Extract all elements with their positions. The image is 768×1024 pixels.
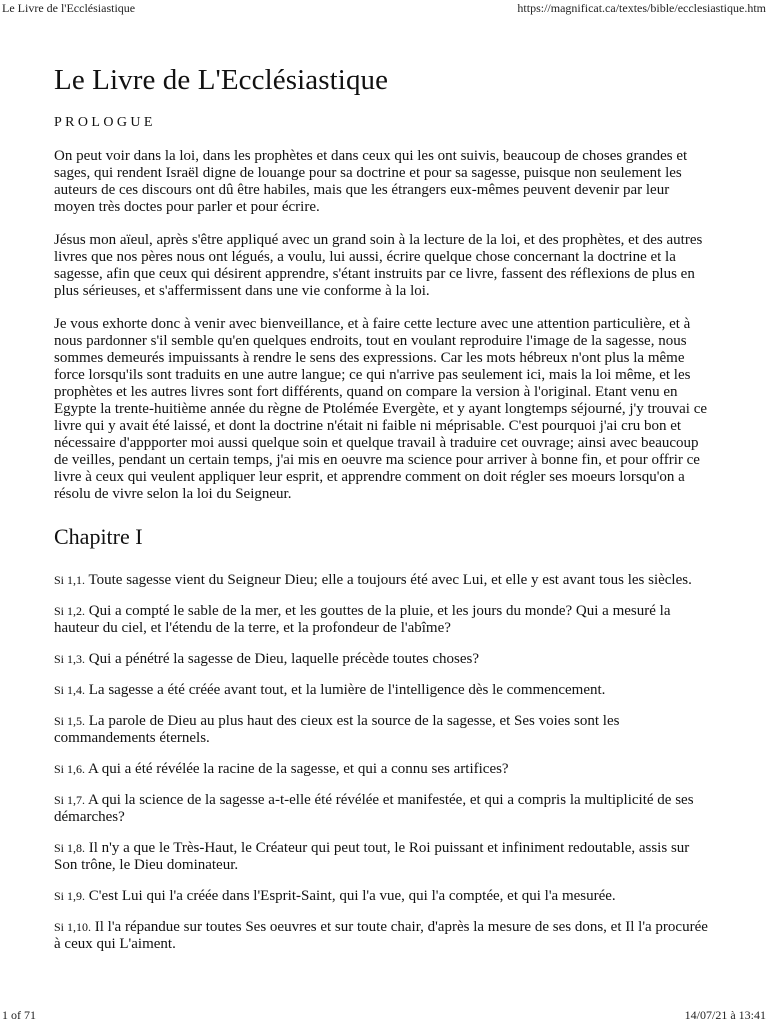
- verse-ref: Si 1,3.: [54, 652, 86, 666]
- verse-text: A qui la science de la sagesse a-t-elle été révélée et manifestée, et qui a compris la multiplicité de ses démarches?: [54, 792, 694, 825]
- verse: [54, 651, 710, 668]
- document-content: [54, 62, 710, 967]
- verse: [54, 888, 710, 905]
- print-datetime: 14/07/21 à 13:41: [684, 1008, 766, 1022]
- verse-ref: Si 1,4.: [54, 683, 86, 697]
- verse: [54, 840, 710, 874]
- verse-ref: Si 1,2.: [54, 604, 86, 618]
- verse: [54, 792, 710, 826]
- verse: [54, 713, 710, 747]
- verse-text: C'est Lui qui l'a créée dans l'Esprit-Saint, qui l'a vue, qui l'a comptée, et qui l'a mesurée.: [88, 888, 616, 904]
- print-footer: [0, 1008, 768, 1024]
- prologue-paragraph-1: On peut voir dans la loi, dans les prophètes et dans ceux qui les ont suivis, beaucoup de choses grandes et sages, qui rendent Israël digne de louange pour sa doctrine et pour sa sagesse, puisque non seulement les auteurs de ces discours ont dû être habiles, mais que les étrangers eux-mêmes peuvent devenir par leur moyen très doctes pour parler et pour écrire.: [54, 148, 688, 215]
- verse: [54, 919, 710, 953]
- verse-ref: Si 1,9.: [54, 889, 86, 903]
- verse-text: A qui a été révélée la racine de la sagesse, et qui a connu ses artifices?: [87, 761, 509, 777]
- verse-text: La parole de Dieu au plus haut des cieux est la source de la sagesse, et Ses voies sont les commandements éternels.: [54, 713, 620, 746]
- verse-ref: Si 1,7.: [54, 793, 86, 807]
- verse: [54, 572, 710, 589]
- verse: [54, 603, 710, 637]
- prologue-paragraph-3: Je vous exhorte donc à venir avec bienveillance, et à faire cette lecture avec une attention particulière, et à nous pardonner s'il semble qu'en quelques endroits, tout en voulant reproduire l'image de la sagesse, nous sommes demeurés impuissants à rendre le sens des expressions. Car les mots hébreux n'ont plus la même force lorsqu'ils sont traduits en une autre langue; ce qui n'arrive pas seulement ici, mais la loi même, et les prophètes et les autres livres sont fort différents, quand on compare la version à l'original. Etant venu en Egypte la trente-huitième année du règne de Ptolémée Evergète, et y ayant longtemps séjourné, j'y trouvai ce livre qui y avait été laissé, et dont la doctrine n'était ni faible ni méprisable. C'est pourquoi j'ai cru bon et nécessaire d'appporter moi aussi quelque soin et quelque travail à traduire cet ouvrage; ainsi avec beaucoup de veilles, pendant un certain temps, j'ai mis en oeuvre ma science pour arriver à bonne fin, et pour offrir ce livre à ceux qui veulent appliquer leur esprit, et apprendre comment on doit régler ses moeurs lorsqu'on a résolu de vivre selon la loi du Seigneur.: [54, 316, 708, 502]
- verse-ref: Si 1,8.: [54, 841, 86, 855]
- verse-ref: Si 1,10.: [54, 920, 92, 934]
- page-number: 1 of 71: [2, 1008, 36, 1022]
- verse: [54, 682, 710, 699]
- verse-list: [54, 572, 710, 953]
- verse-text: Toute sagesse vient du Seigneur Dieu; elle a toujours été avec Lui, et elle y est avant tous les siècles.: [88, 572, 692, 588]
- prologue-paragraph-2: Jésus mon aïeul, après s'être appliqué avec un grand soin à la lecture de la loi, et des prophètes, et des autres livres que nos pères nous ont légués, a voulu, lui aussi, écrire quelque chose concernant la doctrine et la sagesse, afin que ceux qui désirent apprendre, s'étant instruits par ce livre, fassent des réflexions de plus en plus sérieuses, et s'affermissent dans une vie conforme à la loi.: [54, 232, 703, 299]
- chapter-title: Chapitre I: [54, 524, 143, 549]
- verse-text: Il n'y a que le Très-Haut, le Créateur qui peut tout, le Roi puissant et infiniment redoutable, assis sur Son trône, le Dieu dominateur.: [54, 840, 690, 873]
- print-header-url[interactable]: https://magnificat.ca/textes/bible/ecclesiastique.htm: [517, 1, 766, 15]
- print-header-title: Le Livre de l'Ecclésiastique: [2, 1, 136, 15]
- verse-text: Qui a pénétré la sagesse de Dieu, laquelle précède toutes choses?: [88, 651, 480, 667]
- print-header: [0, 0, 768, 18]
- verse-text: La sagesse a été créée avant tout, et la lumière de l'intelligence dès le commencement.: [88, 682, 606, 698]
- prologue-heading: PROLOGUE: [54, 115, 156, 130]
- verse-text: Qui a compté le sable de la mer, et les gouttes de la pluie, et les jours du monde? Qui a mesuré la hauteur du ciel, et l'étendu de la terre, et la profondeur de l'abîme?: [54, 603, 671, 636]
- document-title: Le Livre de L'Ecclésiastique: [54, 64, 389, 96]
- verse-ref: Si 1,1.: [54, 573, 86, 587]
- verse-ref: Si 1,5.: [54, 714, 86, 728]
- verse-ref: Si 1,6.: [54, 762, 86, 776]
- verse-text: Il l'a répandue sur toutes Ses oeuvres et sur toute chair, d'après la mesure de ses dons, et Il l'a procurée à ceux qui L'aiment.: [54, 919, 708, 952]
- verse: [54, 761, 710, 778]
